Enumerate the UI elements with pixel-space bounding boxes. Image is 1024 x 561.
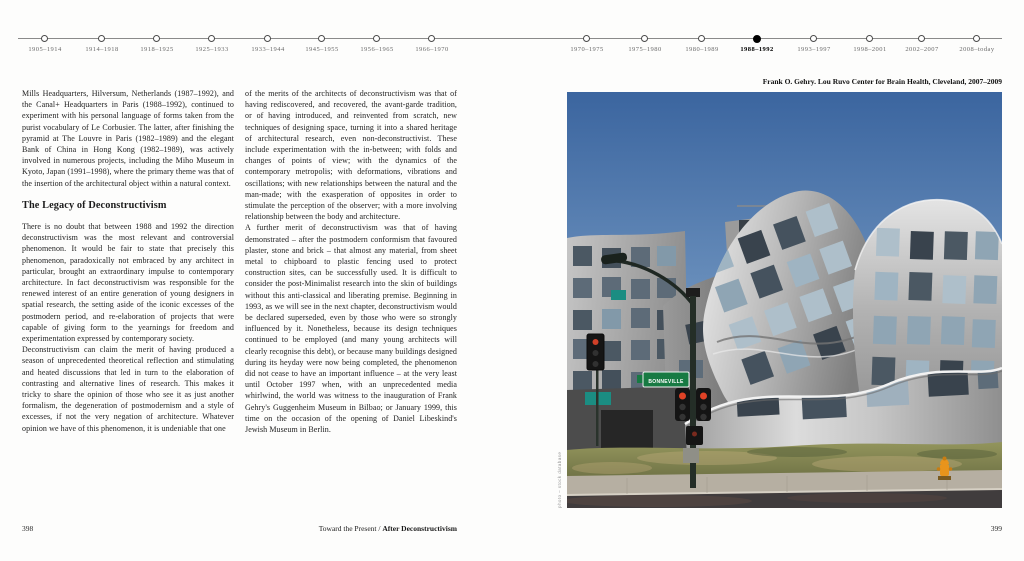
timeline-dot (641, 35, 648, 42)
building-window (910, 231, 934, 260)
timeline-dot (583, 35, 590, 42)
timeline-dot (264, 35, 271, 42)
street-sign-label: BONNEVILLE (648, 378, 684, 385)
street-sign (637, 372, 689, 387)
timeline-dot (318, 35, 325, 42)
building-window (908, 272, 932, 301)
gehry-building-illustration (567, 92, 1002, 508)
building-window (573, 371, 592, 391)
building-window (941, 316, 965, 345)
timeline-line (18, 38, 1002, 39)
building-window (631, 308, 650, 328)
running-title-bold: After Deconstructivism (382, 524, 457, 533)
timeline-dot (41, 35, 48, 42)
timeline-dot (810, 35, 817, 42)
building-window (602, 309, 621, 329)
timeline-dot (753, 35, 761, 43)
page-number-left: 398 (22, 524, 34, 533)
timeline-era-label: 1998–2001 (853, 46, 887, 53)
text-column-1 (22, 88, 234, 434)
building-window (602, 370, 621, 390)
building-window (631, 279, 650, 299)
timeline-era-label: 1970–1975 (570, 46, 604, 53)
timeline-era-label: 1914–1918 (85, 46, 119, 53)
timeline-era-label: 2008–today (959, 46, 995, 53)
timeline-dot (918, 35, 925, 42)
timeline-era-label: 1918–1925 (140, 46, 174, 53)
building-window (871, 357, 895, 386)
building-window (602, 341, 621, 361)
building-window (973, 275, 997, 304)
building-window (573, 246, 592, 266)
timeline-era-label: 1933–1944 (251, 46, 285, 53)
body-paragraph: of the merits of the architects of deconstructivism was that of having rediscovered, and recovered, the avant-garde tradition, or of having introduced, and reinvented from scratch, new techniques of designing space, turning it into a shared heritage of architectural research, even non-deconstructivist. These include experimentation with the in-between; with folds and changes of points of view; with the dynamics of the contemporary metropolis; with deformations, vibrations and oscillations; with new relationships between the natural and the man-made; with the exasperation of opposites in order to stimulate the perception of the observer; with a more involving relationship between the body and architecture. (245, 89, 457, 222)
building-window (876, 228, 900, 257)
body-paragraph: A further merit of deconstructivism was that of having demonstrated – after the postmodern conformism that favoured plaster, stone and brick – that almost any material, from sheet metal to chipboard to plastic fencing used to protect construction sites, can be successfully used. It is difficult to consider the post-Minimalist research into the skin of buildings without this anti-classical and liberating premise. Beginning in 1993, as we will see in the next chapter, deconstructivism would be declared superseded, even by those who were so strongly influenced by it. Nonetheless, because its design techniques continued to be employed (and many young architects will clearly recognise this debt), or because many buildings designed during its heyday were now being completed, the phenomenon did not cease to have an important influence – at the very least until October 1997 when, with an unprecedented media whirlwind, the world was witness to the inauguration of Frank Gehry's Guggenheim Museum in Bilbao; or January 1999, this time on the occasion of the opening of Daniel Libeskind's Jewish Museum in Berlin. (245, 223, 457, 435)
timeline-dot (866, 35, 873, 42)
timeline-dot (698, 35, 705, 42)
building-window (657, 246, 676, 266)
building-window (573, 310, 592, 330)
building-window (631, 340, 650, 360)
body-paragraph: There is no doubt that between 1988 and 1992 the direction deconstructivism was the most relevant and controversial phenomenon. It would be fair to state that precisely this phenomenon, paradoxically not embraced by any architect in particular, brought an extraordinary impulse to contemporary architecture. In fact deconstructivism was responsible for the renewed interest of an entire generation of young designers in spatial research, the setting aside of the iconic excesses of the postmodern period, and re-elaboration of projects that were capable of giving form to the yearnings for freedom and experimentation expressed by contemporary society. (22, 222, 234, 344)
timeline-dot (428, 35, 435, 42)
timeline-era-label: 1956–1965 (360, 46, 394, 53)
building-window (907, 316, 931, 345)
photo-credit: photo – stock database (557, 451, 562, 508)
timeline-dot (98, 35, 105, 42)
page-number-right: 399 (990, 524, 1002, 533)
building-window (975, 231, 999, 260)
timeline-era-label: 1966–1970 (415, 46, 449, 53)
building-entrance-base (567, 386, 689, 454)
photo-caption: Frank O. Gehry. Lou Ruvo Center for Brain Health, Cleveland, 2007–2009 (762, 77, 1002, 86)
building-window (873, 316, 897, 345)
building-window (942, 275, 966, 304)
timeline-era-label: 1993–1997 (797, 46, 831, 53)
timeline-dot (973, 35, 980, 42)
timeline-era-label: 1925–1933 (195, 46, 229, 53)
building-window (874, 272, 898, 301)
timeline-era-label: 1980–1989 (685, 46, 719, 53)
timeline-dot (153, 35, 160, 42)
section-heading: The Legacy of Deconstructivism (22, 199, 167, 211)
running-title-regular: Toward the Present / (318, 524, 383, 533)
building-window (972, 319, 996, 348)
running-title (245, 524, 457, 533)
body-paragraph: Mills Headquarters, Hilversum, Netherlands (1987–1992), and the Canal+ Headquarters in Paris (1988–1992), continued to experiment with his personal language of forms taken from the purist vocabulary of Le Corbusier. The latter, after finishing the pyramid at The Louvre in Paris (1982–1989) and the elegant Bank of China in Hong Kong (1982–1989), was actively involved in numerous projects, including the Miho Museum in Kyoto, Japan (1991–1998), where the primary theme was that of the insertion of the architectural object within a natural context. (22, 89, 234, 188)
timeline-era-label: 1975–1980 (628, 46, 662, 53)
building-window (944, 231, 968, 260)
timeline-dot (208, 35, 215, 42)
timeline-dot (373, 35, 380, 42)
timeline-era-label: 1945–1955 (305, 46, 339, 53)
timeline-era-label: 1905–1914 (28, 46, 62, 53)
text-column-2 (245, 88, 457, 435)
timeline-era-label: 1988–1992 (740, 46, 774, 53)
body-paragraph: Deconstructivism can claim the merit of having produced a season of unprecedented theoretical reflection and stimulating and heated discussions that led in turn to the elaboration of contrasting and alternative lines of research. This makes it tricky to share the opinion of those who see it as just another formalism, the degeneration of postmodernism and a style of excesses, if not the very negation of architecture. Whatever opinion we have of this phenomenon, it is undeniable that one (22, 345, 234, 433)
building-photo (567, 92, 1002, 508)
timeline-era-label: 2002–2007 (905, 46, 939, 53)
building-window (573, 278, 592, 298)
